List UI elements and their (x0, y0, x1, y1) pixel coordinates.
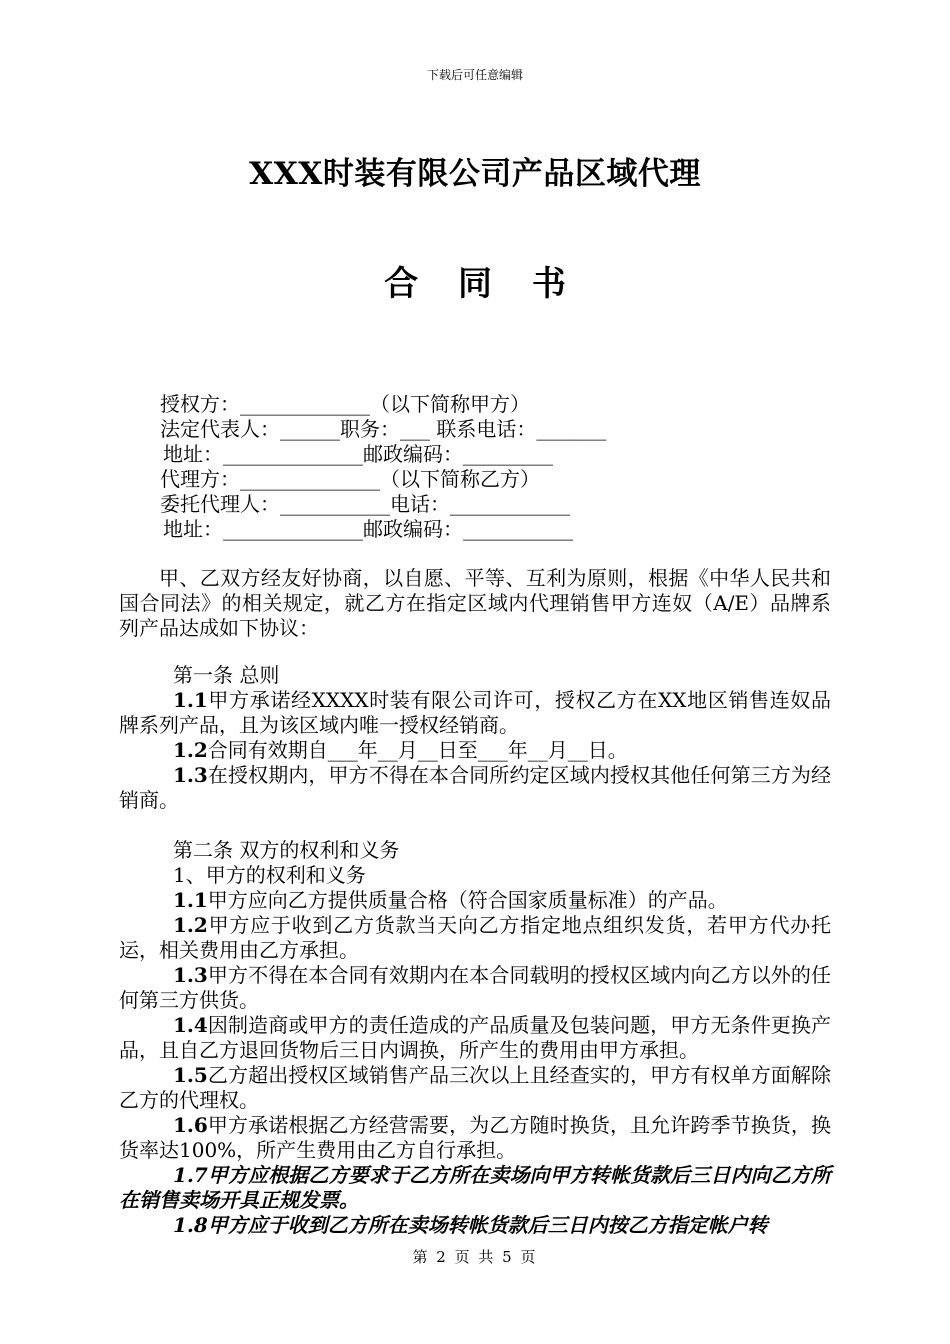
article-1-title: 第一条 总则 (173, 663, 280, 687)
clause-text: 乙方超出授权区域销售产品三次以上且经查实的，甲方有权单方面解除乙方的代理权。 (119, 1063, 831, 1112)
clause-number: 1.2 (173, 738, 208, 762)
clause-text: 合同有效期自___年__月__日至___年__月__日。 (207, 738, 628, 762)
party-agent-line: 代理方：______________（以下简称乙方） (160, 467, 540, 491)
article-2-clause (119, 1113, 831, 1163)
clause-number: 1.3 (173, 763, 208, 787)
article-2-title: 第二条 双方的权利和义务 (173, 838, 400, 862)
contract-title: XXX时装有限公司产品区域代理 (249, 156, 701, 192)
clause-text: 甲方承诺根据乙方经营需要，为乙方随时换货，且允许跨季节换货，换货率达100%，所产生费用由乙方自行承担。 (119, 1113, 831, 1162)
clause-number: 1.1 (173, 688, 208, 712)
clause-text: 甲方承诺经XXXX时装有限公司许可，授权乙方在XX地区销售连奴品牌系列产品，且为该区域内唯一授权经销商。 (119, 688, 831, 737)
article-2-clause-emphasis: 1.7甲方应根据乙方要求于乙方所在卖场向甲方转帐货款后三日内向乙方所在销售卖场开具正规发票。 (119, 1163, 831, 1212)
contract-body (119, 566, 831, 1238)
clause-text: 在授权期内，甲方不得在本合同所约定区域内授权其他任何第三方为经销商。 (119, 763, 831, 812)
clause-number: 1.5 (173, 1063, 208, 1087)
intro-paragraph: 甲、乙双方经友好协商，以自愿、平等、互利为原则，根据《中华人民共和国合同法》的相关规定，就乙方在指定区域内代理销售甲方连奴（A/E）品牌系列产品达成如下协议： (119, 566, 831, 640)
clause-text: 甲方应于收到乙方货款当天向乙方指定地点组织发货，若甲方代办托运，相关费用由乙方承担。 (119, 913, 831, 962)
article-2-clause (119, 913, 831, 963)
article-2-clause (119, 963, 831, 1013)
article-2-clause-emphasis: 1.8甲方应于收到乙方所在卖场转帐货款后三日内按乙方指定帐户转 (173, 1213, 768, 1237)
article-2-clause (119, 1063, 831, 1113)
article-2-clause (119, 1013, 831, 1063)
page-footer: 第 2 页 共 5 页 (412, 1248, 538, 1266)
article-1-clause (119, 738, 831, 763)
article-1-clause (119, 763, 831, 813)
article-2-subheading: 1、甲方的权利和义务 (173, 863, 366, 887)
parties-block (160, 392, 606, 542)
grantor-address-line: 地址：______________邮政编码：_________ (163, 442, 553, 466)
agent-address-line: 地址：______________邮政编码：___________ (163, 517, 573, 541)
contract-subtitle: 合 同 书 (384, 264, 580, 304)
clause-number: 1.3 (173, 963, 208, 987)
article-2-clause (119, 888, 831, 913)
clause-number: 1.4 (173, 1013, 208, 1037)
clause-text: 因制造商或甲方的责任造成的产品质量及包装问题，甲方无条件更换产品，且自乙方退回货物后三日内调换，所产生的费用由甲方承担。 (119, 1013, 831, 1062)
clause-number: 1.2 (173, 913, 208, 937)
clause-number: 1.1 (173, 888, 208, 912)
clause-number: 1.6 (173, 1113, 208, 1137)
entrusted-agent-line: 委托代理人：___________电话：____________ (160, 492, 570, 516)
clause-text: 甲方应向乙方提供质量合格（符合国家质量标准）的产品。 (207, 888, 728, 912)
header-note: 下载后可任意编辑 (426, 68, 523, 82)
legal-rep-line: 法定代表人：______职务：___ 联系电话：_______ (160, 417, 607, 441)
clause-text: 甲方不得在本合同有效期内在本合同载明的授权区域内向乙方以外的任何第三方供货。 (119, 963, 831, 1012)
article-1-clause (119, 688, 831, 738)
party-grantor-line: 授权方：_____________（以下简称甲方） (160, 392, 530, 416)
